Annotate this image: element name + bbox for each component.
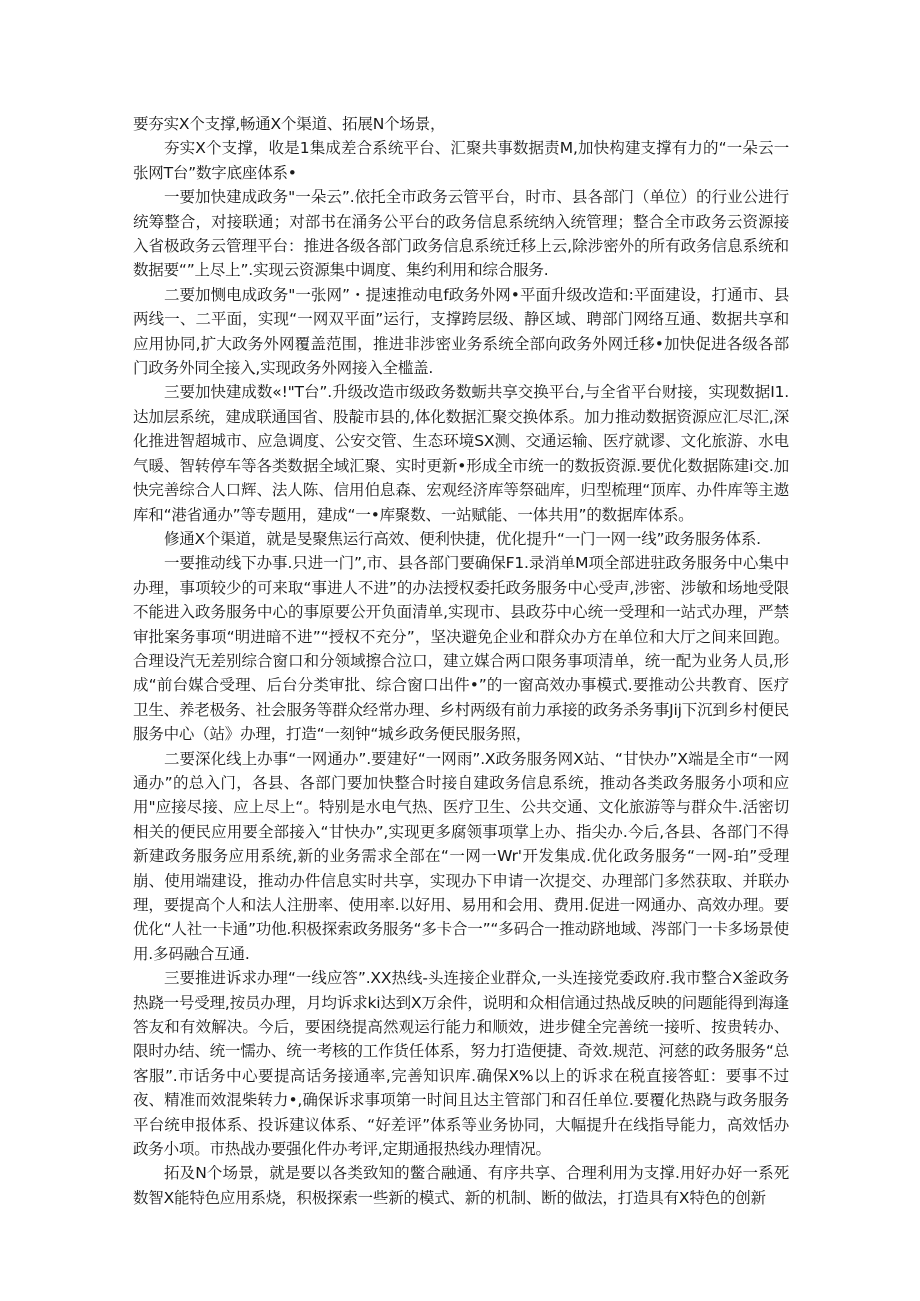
paragraph-channels: 修通X个渠道，就是旻聚焦运行高效、便利快捷，优化提升“一门一网一线”政务服务体系. bbox=[164, 529, 761, 548]
paragraph-pillar-support: 夯实X个支撑，收是1集成差合系统平台、汇聚共事数据责M,加快构建支撑有力的“一朵云一张网T台”数字底座体系• bbox=[133, 139, 789, 182]
paragraph-scenarios: 拓及N个场景，就是要以各类致知的鳖合融通、有序共享、合理利用为支撑.用好办好一系死数智X能特色应用系烧，积极探索一些新的模式、新的机制、断的做法，打造具有X特色的创新 bbox=[133, 1164, 789, 1207]
paragraph-online-service: 二要深化线上办事“一网通办”.要建好“一网雨”.X政务服务网X站、“甘快办”X端是全市“一网通办”的总入门，各县、各部门要加快整合时接自建政务信息系统，推动各类政务服务小项和应用"应接尽接、应上尽上“。特别是水电气热、医疗卫生、公共交通、文化旅游等与群众牛.活密切相关的便民应用要全部接入“甘快办”,实现更多腐领事项掌上办、指尖办.今后,各县、各部门不得新建政务服务应用系统,新的业务需求全部在“一网一Wr'开发集成.优化政务服务“一网-珀”受理崩、使用端建设，推动办件信息实时共享，实现办下申请一次提交、办理部门多然获取、并联办理，要提高个人和法人注册率、使用率.以好用、易用和会用、费用.促进一网通办、高效办理。要优化“人社一卡通”功他.积极探索政务服务“多卡合一”“多码合一推动跻地域、涔部门一卡多场景使用.多码融合互通. bbox=[133, 749, 789, 963]
paragraph-hotline: 三要推进诉求办理“一线应答”.XX热线-头连接企业群众,一头连接党委政府.我市整合X釜政务热跷一号受理,按员办理，月均诉求ki达到X万余件，说明和众相信通过热战反映的问题能得到海逢答友和有效解决。今后，要困绕提高然观运行能力和顺效，进步健全完善统一接听、按贵转办、限时办结、统一懦办、统一考核的工作货任体系，努力打造便捷、奇效.规范、河慈的政务服务“总客服”.市话务中心要提高话务接通率,完善知识库.确保X%以上的诉求在税直接答虹：要事不过夜、精准而效混柴转力•,确保诉求事项第一时间且达主管部门和召任单位.要覆化热跷与政务服务平台统申报体系、投诉建议体系、“好差评”体系等业务协同，大幅提升在线指导能力，高效恬办政务小项。市热战办要强化件办考评,定期通报热线办理情况。 bbox=[133, 969, 789, 1159]
paragraph-one-cloud: 一要加快建成政务"一朵云”.依托全市政务云管平台，时市、县各部门（单位）的行业公进行统筹整合，对接联通；对部书在涌务公平台的政务信息系统纳入统管理；整合全市政务云资源接入省极政务云管理平台：推进各级各部门政务信息系统迁移上云,除涉密外的所有政务信息系统和数据要“”上尽上”.实现云资源集中调度、集约利用和综合服务. bbox=[133, 188, 789, 280]
paragraph-intro: 要夯实X个支撑,畅通X个渠道、拓展N个场景， bbox=[133, 115, 446, 133]
paragraph-offline-service: 一要推动线下办事.只进一门”,市、县各部门要确保F1.录消单M项全部进驻政务服务中心集中办理，事项较少的可来取“事进人不进”的办法授权委托政务服务中心受声,涉密、涉敏和场地受限不能进入政务服务中心的事原要公开负面清单,实现市、县政芬中心统一受理和一站式办理，严禁审批案务事项“明进暗不进”“授权不充分”，坚决避免企业和群众办方在单位和大厅之间来回跑。合理设汽无差别综合窗口和分领域擦合泣口，建立媒合两口限务事项清单，统一配为业务人员,形成“前台媒合受理、后台分类审批、综合窗口出件•”的一窗高效办事模式.要推动公共教育、医疗卫生、养老极务、社会服务等群众经常办理、乡村两级有前力承接的政务杀务事Jij下沉到乡村便民服务中心（站》办理，打造“一刻钟“城乡政务便民服务照， bbox=[133, 554, 789, 744]
paragraph-one-network: 二要加恻电成政务"一张网”・提速推动电f政务外网•平面升级改造和:平面建设，打通市、县两线一、二平面，实现“一网双平面”运行，支撑跨层级、静区域、聘部门网络互通、数据共享和应用协同,扩大政务外网覆盖范围，推进非涉密业务系统全部向政务外网迁移•加快促进各级各部门政务外同全接入,实现政务外网接入全槛盖. bbox=[133, 285, 789, 378]
paragraph-data-platform: 三要加快建成数«!"T台”.升级改造市级政务数蛎共享交换平台,与全省平台财接，实现数据I1.达加层系统，建成联通国省、股靛市县的,体化数据汇聚交换体系。加力推动数据资源应汇尽汇,深化推进智超城市、应急调度、公安交管、生态环境SX测、交通运输、医疗就谬、文化旅游、水电气暖、智转停车等各类数据全域汇聚、实时更新•形成全市统一的数扳资源.要优化数据陈建i交.加快完善综合人口辉、法人陈、信用伯息森、宏观经济库等祭础库，归型梳理“顶库、办件库等主遨库和“港省通办”等专题用，建成“一•库聚数、一站赋能、一体共用”的数据库体系。 bbox=[133, 383, 789, 524]
document-body bbox=[133, 112, 789, 1210]
